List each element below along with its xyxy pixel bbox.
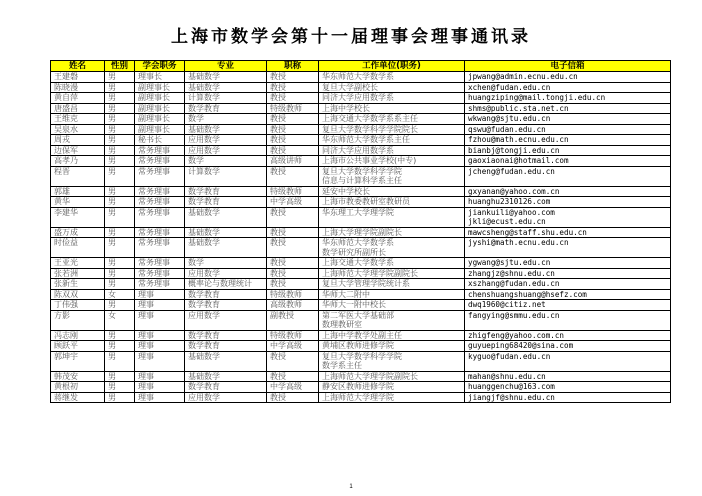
cell-workplace: 上海交通大学数学系系主任 <box>319 114 465 125</box>
table-row <box>51 93 671 104</box>
column-header-specialty: 专业 <box>185 61 267 72</box>
table-row <box>51 289 671 300</box>
cell-workplace: 上海市公共事业学校(中专) <box>319 156 465 167</box>
cell-specialty: 数学教育 <box>185 382 267 393</box>
cell-specialty: 数学教育 <box>185 341 267 352</box>
cell-workplace: 华师大一附中校长 <box>319 300 465 311</box>
cell-workplace: 上海交通大学数学系 <box>319 258 465 269</box>
cell-email[interactable]: chenshuangshuang@hsefz.com <box>465 289 671 300</box>
cell-name: 边保军 <box>51 145 105 156</box>
cell-society-role: 副理事长 <box>135 114 185 125</box>
column-header-gender: 性别 <box>105 61 135 72</box>
cell-specialty: 概率论与数理统计 <box>185 279 267 290</box>
cell-gender: 男 <box>105 227 135 238</box>
cell-workplace: 华东理工大学理学院 <box>319 207 465 227</box>
cell-name: 王建磐 <box>51 72 105 83</box>
cell-gender: 男 <box>105 300 135 311</box>
cell-name: 方影 <box>51 310 105 330</box>
table-row <box>51 392 671 403</box>
column-header-rank: 职称 <box>267 61 319 72</box>
table-row <box>51 258 671 269</box>
cell-email[interactable]: huanggenchu@163.com <box>465 382 671 393</box>
cell-society-role: 理事 <box>135 371 185 382</box>
cell-workplace: 上海大学理学院副院长 <box>319 227 465 238</box>
page-number: 1 <box>349 484 353 490</box>
cell-email[interactable]: fangying@smmu.edu.cn <box>465 310 671 330</box>
cell-email[interactable]: dwq1960@citiz.net <box>465 300 671 311</box>
cell-name: 郭雄 <box>51 186 105 197</box>
table-row <box>51 156 671 167</box>
cell-email[interactable]: wkwang@sjtu.edu.cn <box>465 114 671 125</box>
cell-society-role: 理事 <box>135 310 185 330</box>
cell-specialty: 数学教育 <box>185 289 267 300</box>
cell-gender: 男 <box>105 156 135 167</box>
table-row <box>51 197 671 208</box>
cell-specialty: 应用数学 <box>185 310 267 330</box>
cell-specialty: 应用数学 <box>185 145 267 156</box>
cell-rank: 副教授 <box>267 310 319 330</box>
cell-gender: 男 <box>105 197 135 208</box>
table-row <box>51 82 671 93</box>
cell-email[interactable]: guyueping68420@sina.com <box>465 341 671 352</box>
cell-email[interactable]: jyshi@math.ecnu.edu.cn <box>465 238 671 258</box>
cell-rank: 教授 <box>267 207 319 227</box>
cell-society-role: 常务理事 <box>135 238 185 258</box>
cell-workplace: 静安区教师进修学院 <box>319 382 465 393</box>
cell-specialty: 数学教育 <box>185 197 267 208</box>
cell-rank: 教授 <box>267 392 319 403</box>
cell-society-role: 副理事长 <box>135 82 185 93</box>
cell-rank: 高级教师 <box>267 300 319 311</box>
cell-workplace: 华东师范大学数学系 数学研究所副所长 <box>319 238 465 258</box>
cell-society-role: 理事 <box>135 392 185 403</box>
cell-name: 王维克 <box>51 114 105 125</box>
cell-name: 程晋 <box>51 166 105 186</box>
cell-workplace: 华东师范大学数学系 <box>319 72 465 83</box>
table-row <box>51 371 671 382</box>
cell-specialty: 数学教育 <box>185 330 267 341</box>
cell-name: 陈双双 <box>51 289 105 300</box>
cell-society-role: 常务理事 <box>135 186 185 197</box>
table-row <box>51 341 671 352</box>
cell-workplace: 黄埔区教师进修学院 <box>319 341 465 352</box>
cell-email[interactable]: shms@public.sta.net.cn <box>465 103 671 114</box>
table-row <box>51 124 671 135</box>
cell-society-role: 常务理事 <box>135 258 185 269</box>
cell-rank: 教授 <box>267 166 319 186</box>
cell-rank: 教授 <box>267 124 319 135</box>
cell-workplace: 复旦大学副校长 <box>319 82 465 93</box>
cell-society-role: 理事 <box>135 351 185 371</box>
cell-email[interactable]: huangziping@mail.tongji.edu.cn <box>465 93 671 104</box>
cell-specialty: 基础数学 <box>185 238 267 258</box>
cell-rank: 教授 <box>267 145 319 156</box>
cell-email[interactable]: gaoxiaonai@hotmail.com <box>465 156 671 167</box>
cell-specialty: 应用数学 <box>185 268 267 279</box>
cell-rank: 特级教师 <box>267 330 319 341</box>
cell-rank: 教授 <box>267 351 319 371</box>
cell-rank: 教授 <box>267 238 319 258</box>
column-header-society-role: 学会职务 <box>135 61 185 72</box>
cell-email[interactable]: bianbj@tongji.edu.cn <box>465 145 671 156</box>
cell-name: 王亚光 <box>51 258 105 269</box>
column-header-email: 电子信箱 <box>465 61 671 72</box>
cell-workplace: 复旦大学管理学院统计系 <box>319 279 465 290</box>
cell-gender: 女 <box>105 310 135 330</box>
column-header-workplace: 工作单位(职务) <box>319 61 465 72</box>
cell-specialty: 基础数学 <box>185 124 267 135</box>
cell-rank: 特级教师 <box>267 289 319 300</box>
cell-gender: 男 <box>105 82 135 93</box>
cell-workplace: 上海市教委教研室教研员 <box>319 197 465 208</box>
cell-name: 李建华 <box>51 207 105 227</box>
cell-email[interactable]: qswu@fudan.edu.cn <box>465 124 671 135</box>
cell-gender: 男 <box>105 258 135 269</box>
cell-society-role: 常务理事 <box>135 156 185 167</box>
cell-workplace: 延安中学校长 <box>319 186 465 197</box>
cell-specialty: 基础数学 <box>185 227 267 238</box>
cell-society-role: 常务理事 <box>135 227 185 238</box>
directory-table <box>50 60 671 403</box>
cell-gender: 男 <box>105 392 135 403</box>
cell-society-role: 理事 <box>135 289 185 300</box>
cell-email[interactable]: jpwang@admin.ecnu.edu.cn <box>465 72 671 83</box>
cell-workplace: 上海师范大学理学院副院长 <box>319 268 465 279</box>
cell-gender: 男 <box>105 238 135 258</box>
cell-society-role: 常务理事 <box>135 279 185 290</box>
cell-society-role: 常务理事 <box>135 207 185 227</box>
cell-email[interactable]: fzhou@math.ecnu.edu.cn <box>465 135 671 146</box>
cell-gender: 男 <box>105 382 135 393</box>
cell-rank: 教授 <box>267 279 319 290</box>
table-row <box>51 310 671 330</box>
cell-workplace: 第二军医大学基础部 数理教研室 <box>319 310 465 330</box>
cell-society-role: 常务理事 <box>135 166 185 186</box>
cell-society-role: 理事 <box>135 330 185 341</box>
cell-name: 黄华 <box>51 197 105 208</box>
cell-rank: 教授 <box>267 135 319 146</box>
page-title: 上海市数学会第十一届理事会理事通讯录 <box>171 27 531 47</box>
table-row <box>51 279 671 290</box>
cell-specialty: 基础数学 <box>185 351 267 371</box>
cell-rank: 教授 <box>267 258 319 269</box>
cell-name: 郭坤宇 <box>51 351 105 371</box>
table-row <box>51 207 671 227</box>
cell-workplace: 华东师范大学数学系主任 <box>319 135 465 146</box>
cell-name: 丁伟强 <box>51 300 105 311</box>
cell-gender: 男 <box>105 114 135 125</box>
cell-name: 周戎 <box>51 135 105 146</box>
cell-specialty: 基础数学 <box>185 207 267 227</box>
cell-specialty: 应用数学 <box>185 392 267 403</box>
cell-gender: 男 <box>105 268 135 279</box>
cell-email[interactable]: mahan@shnu.edu.cn <box>465 371 671 382</box>
cell-gender: 男 <box>105 330 135 341</box>
cell-rank: 特级教师 <box>267 103 319 114</box>
cell-rank: 教授 <box>267 72 319 83</box>
cell-society-role: 理事长 <box>135 72 185 83</box>
cell-name: 唐盛昌 <box>51 103 105 114</box>
cell-name: 顾跃平 <box>51 341 105 352</box>
cell-rank: 教授 <box>267 82 319 93</box>
cell-specialty: 计算数学 <box>185 166 267 186</box>
cell-email[interactable]: jiankuili@yahoo.com jkli@ecust.edu.cn <box>465 207 671 227</box>
cell-specialty: 数学 <box>185 258 267 269</box>
cell-email[interactable]: huanghu2310126.com <box>465 197 671 208</box>
cell-specialty: 数学教育 <box>185 103 267 114</box>
cell-gender: 男 <box>105 351 135 371</box>
cell-name: 黄根初 <box>51 382 105 393</box>
cell-specialty: 计算数学 <box>185 93 267 104</box>
cell-name: 冯志刚 <box>51 330 105 341</box>
table-row <box>51 300 671 311</box>
cell-specialty: 基础数学 <box>185 82 267 93</box>
table-row <box>51 351 671 371</box>
cell-email[interactable]: mawcsheng@staff.shu.edu.cn <box>465 227 671 238</box>
table-row <box>51 382 671 393</box>
cell-workplace: 上海中学教学处副主任 <box>319 330 465 341</box>
cell-rank: 教授 <box>267 93 319 104</box>
cell-workplace: 复旦大学数学科学学院 数学系主任 <box>319 351 465 371</box>
cell-gender: 男 <box>105 145 135 156</box>
cell-email[interactable]: zhigfeng@yahoo.com.cn <box>465 330 671 341</box>
cell-society-role: 副理事长 <box>135 124 185 135</box>
cell-rank: 特级教师 <box>267 186 319 197</box>
cell-gender: 女 <box>105 289 135 300</box>
cell-gender: 男 <box>105 341 135 352</box>
cell-society-role: 副理事长 <box>135 93 185 104</box>
cell-specialty: 基础数学 <box>185 371 267 382</box>
cell-email[interactable]: xchen@fudan.edu.cn <box>465 82 671 93</box>
cell-society-role: 常务理事 <box>135 145 185 156</box>
table-row <box>51 145 671 156</box>
cell-specialty: 数学 <box>185 156 267 167</box>
cell-rank: 教授 <box>267 371 319 382</box>
cell-gender: 男 <box>105 207 135 227</box>
cell-rank: 中学高级 <box>267 341 319 352</box>
cell-name: 高孝乃 <box>51 156 105 167</box>
cell-gender: 男 <box>105 371 135 382</box>
table-row <box>51 166 671 186</box>
cell-name: 盛万成 <box>51 227 105 238</box>
cell-society-role: 副理事长 <box>135 103 185 114</box>
cell-name: 黄自萍 <box>51 93 105 104</box>
cell-name: 韩茂安 <box>51 371 105 382</box>
cell-society-role: 理事 <box>135 300 185 311</box>
cell-workplace: 复旦大学数学科学学院 信息与计算科学系主任 <box>319 166 465 186</box>
cell-gender: 男 <box>105 72 135 83</box>
table-row <box>51 135 671 146</box>
cell-society-role: 秘书长 <box>135 135 185 146</box>
cell-gender: 男 <box>105 166 135 186</box>
cell-society-role: 理事 <box>135 341 185 352</box>
table-body <box>51 72 671 403</box>
cell-name: 陈晓漫 <box>51 82 105 93</box>
cell-gender: 男 <box>105 135 135 146</box>
cell-specialty: 数学 <box>185 114 267 125</box>
cell-workplace: 上海师范大学理学院副院长 <box>319 371 465 382</box>
cell-name: 吴泉水 <box>51 124 105 135</box>
cell-specialty: 数学教育 <box>185 186 267 197</box>
cell-society-role: 常务理事 <box>135 197 185 208</box>
cell-workplace: 同济大学应用数学系 <box>319 145 465 156</box>
cell-workplace: 华师大二附中 <box>319 289 465 300</box>
cell-workplace: 复旦大学数学科学学院院长 <box>319 124 465 135</box>
cell-society-role: 理事 <box>135 382 185 393</box>
cell-workplace: 上海中学校长 <box>319 103 465 114</box>
column-header-name: 姓名 <box>51 61 105 72</box>
cell-specialty: 基础数学 <box>185 72 267 83</box>
table-row <box>51 330 671 341</box>
cell-workplace: 同济大学应用数学系 <box>319 93 465 104</box>
cell-gender: 男 <box>105 103 135 114</box>
cell-rank: 教授 <box>267 227 319 238</box>
cell-email[interactable]: jiangjf@shnu.edu.cn <box>465 392 671 403</box>
cell-society-role: 常务理事 <box>135 268 185 279</box>
cell-rank: 中学高级 <box>267 197 319 208</box>
table-row <box>51 268 671 279</box>
cell-name: 张若洲 <box>51 268 105 279</box>
cell-email[interactable]: ygwang@sjtu.edu.cn <box>465 258 671 269</box>
cell-specialty: 数学教育 <box>185 300 267 311</box>
cell-rank: 教授 <box>267 114 319 125</box>
cell-rank: 高级讲师 <box>267 156 319 167</box>
cell-workplace: 上海师范大学理学院 <box>319 392 465 403</box>
cell-name: 张新生 <box>51 279 105 290</box>
cell-email[interactable]: xszhang@fudan.edu.cn <box>465 279 671 290</box>
cell-rank: 教授 <box>267 268 319 279</box>
table-row <box>51 227 671 238</box>
cell-email[interactable]: gxyanan@yahoo.com.cn <box>465 186 671 197</box>
table-header-row <box>51 61 671 72</box>
cell-name: 时俭益 <box>51 238 105 258</box>
cell-email[interactable]: kyguo@fudan.edu.cn <box>465 351 671 371</box>
cell-email[interactable]: jcheng@fudan.edu.cn <box>465 166 671 186</box>
table-row <box>51 72 671 83</box>
cell-email[interactable]: zhangjz@shnu.edu.cn <box>465 268 671 279</box>
table-row <box>51 238 671 258</box>
cell-name: 蒋继发 <box>51 392 105 403</box>
cell-gender: 男 <box>105 124 135 135</box>
cell-gender: 男 <box>105 93 135 104</box>
table-row <box>51 114 671 125</box>
cell-specialty: 应用数学 <box>185 135 267 146</box>
cell-gender: 男 <box>105 279 135 290</box>
cell-gender: 男 <box>105 186 135 197</box>
cell-rank: 中学高级 <box>267 382 319 393</box>
table-row <box>51 186 671 197</box>
table-row <box>51 103 671 114</box>
